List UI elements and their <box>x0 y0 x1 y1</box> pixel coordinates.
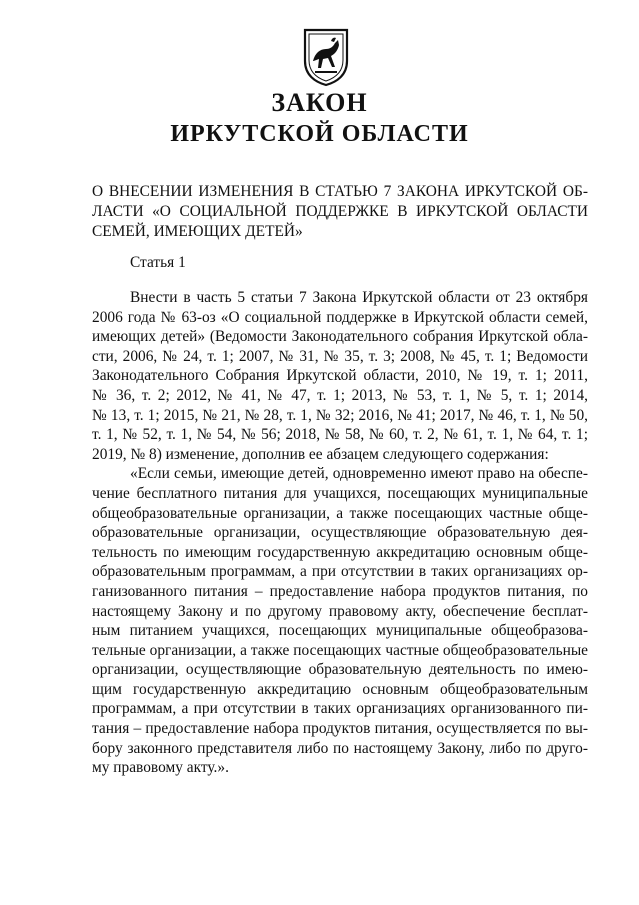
body-line: 2019, № 8) изменение, дополнив ее абзацем следующего содержания: <box>92 445 549 463</box>
body-line: 2006 года № 63-оз «О социальной поддержке в Иркутской области семей, <box>92 308 588 326</box>
subject-line: ЛАСТИ «О СОЦИАЛЬНОЙ ПОДДЕРЖКЕ В ИРКУТСКОЙ ОБЛАСТИ <box>92 203 588 220</box>
document-subtitle: ИРКУТСКОЙ ОБЛАСТИ <box>170 121 469 147</box>
body-line: ганизованного питания – предоставление набора продуктов питания, по <box>92 582 588 600</box>
body-line: организации, осуществляющие образовательную деятельность по имею- <box>92 661 588 679</box>
body-line: общеобразовательные организации, а также посещающих частные обще- <box>92 504 588 522</box>
body-line: ным питанием учащихся, посещающих муниципальные общеобразова- <box>92 622 588 640</box>
body-line: сти, 2006, № 24, т. 1; 2007, № 31, № 35, т. 3; 2008, № 45, т. 1; Ведомости <box>92 347 588 365</box>
subject-line: О ВНЕСЕНИИ ИЗМЕНЕНИЯ В СТАТЬЮ 7 ЗАКОНА ИРКУТСКОЙ ОБ- <box>92 183 588 200</box>
body-line: № 36, т. 2; 2012, № 41, № 47, т. 1; 2013, № 53, т. 1, № 5, т. 1; 2014, <box>92 386 588 404</box>
body-line: имеющих детей» (Ведомости Законодательного собрания Иркутской обла- <box>92 328 588 346</box>
body-line: «Если семьи, имеющие детей, одновременно имеют право на обеспе- <box>130 465 588 483</box>
article-body <box>92 288 588 778</box>
body-line: образовательные организации, осуществляющие образовательную дея- <box>92 524 588 542</box>
body-line: тания – предоставление набора продуктов питания, осуществляется по вы- <box>92 720 588 738</box>
body-line: тельные организации, а также посещающих частные общеобразовательные <box>92 641 588 659</box>
body-line: образовательным программам, а при отсутствии в таких организациях ор- <box>92 563 588 581</box>
body-line: Законодательного Собрания Иркутской области, 2010, № 19, т. 1; 2011, <box>92 367 588 385</box>
subject-line: СЕМЕЙ, ИМЕЮЩИХ ДЕТЕЙ» <box>92 223 303 240</box>
article-heading: Статья 1 <box>130 254 186 271</box>
body-line: бору законного представителя либо по настоящему Закону, либо по друго- <box>92 739 588 757</box>
body-line: Внести в часть 5 статьи 7 Закона Иркутской области от 23 октября <box>130 289 588 306</box>
law-subject <box>92 182 588 242</box>
document-title: ЗАКОН <box>271 88 368 117</box>
coat-of-arms-icon <box>301 27 351 87</box>
body-line: тельность по имеющим государственную аккредитацию основным обще- <box>92 543 588 561</box>
body-line: му правовому акту.». <box>92 759 229 777</box>
body-line: программам, а при отсутствии в таких организациях организованного пи- <box>92 700 588 718</box>
body-line: щим государственную аккредитацию основным общеобразовательным <box>92 680 588 698</box>
body-line: т. 1, № 52, т. 1, № 54, № 56; 2018, № 58, № 60, т. 2, № 61, т. 1, № 64, т. 1; <box>92 426 588 444</box>
body-line: настоящему Закону и по другому правовому акту, обеспечение бесплат- <box>92 602 588 620</box>
body-line: № 13, т. 1; 2015, № 21, № 28, т. 1, № 32; 2016, № 41; 2017, № 46, т. 1, № 50, <box>92 406 588 424</box>
body-line: чение бесплатного питания для учащихся, посещающих муниципальные <box>92 484 588 502</box>
